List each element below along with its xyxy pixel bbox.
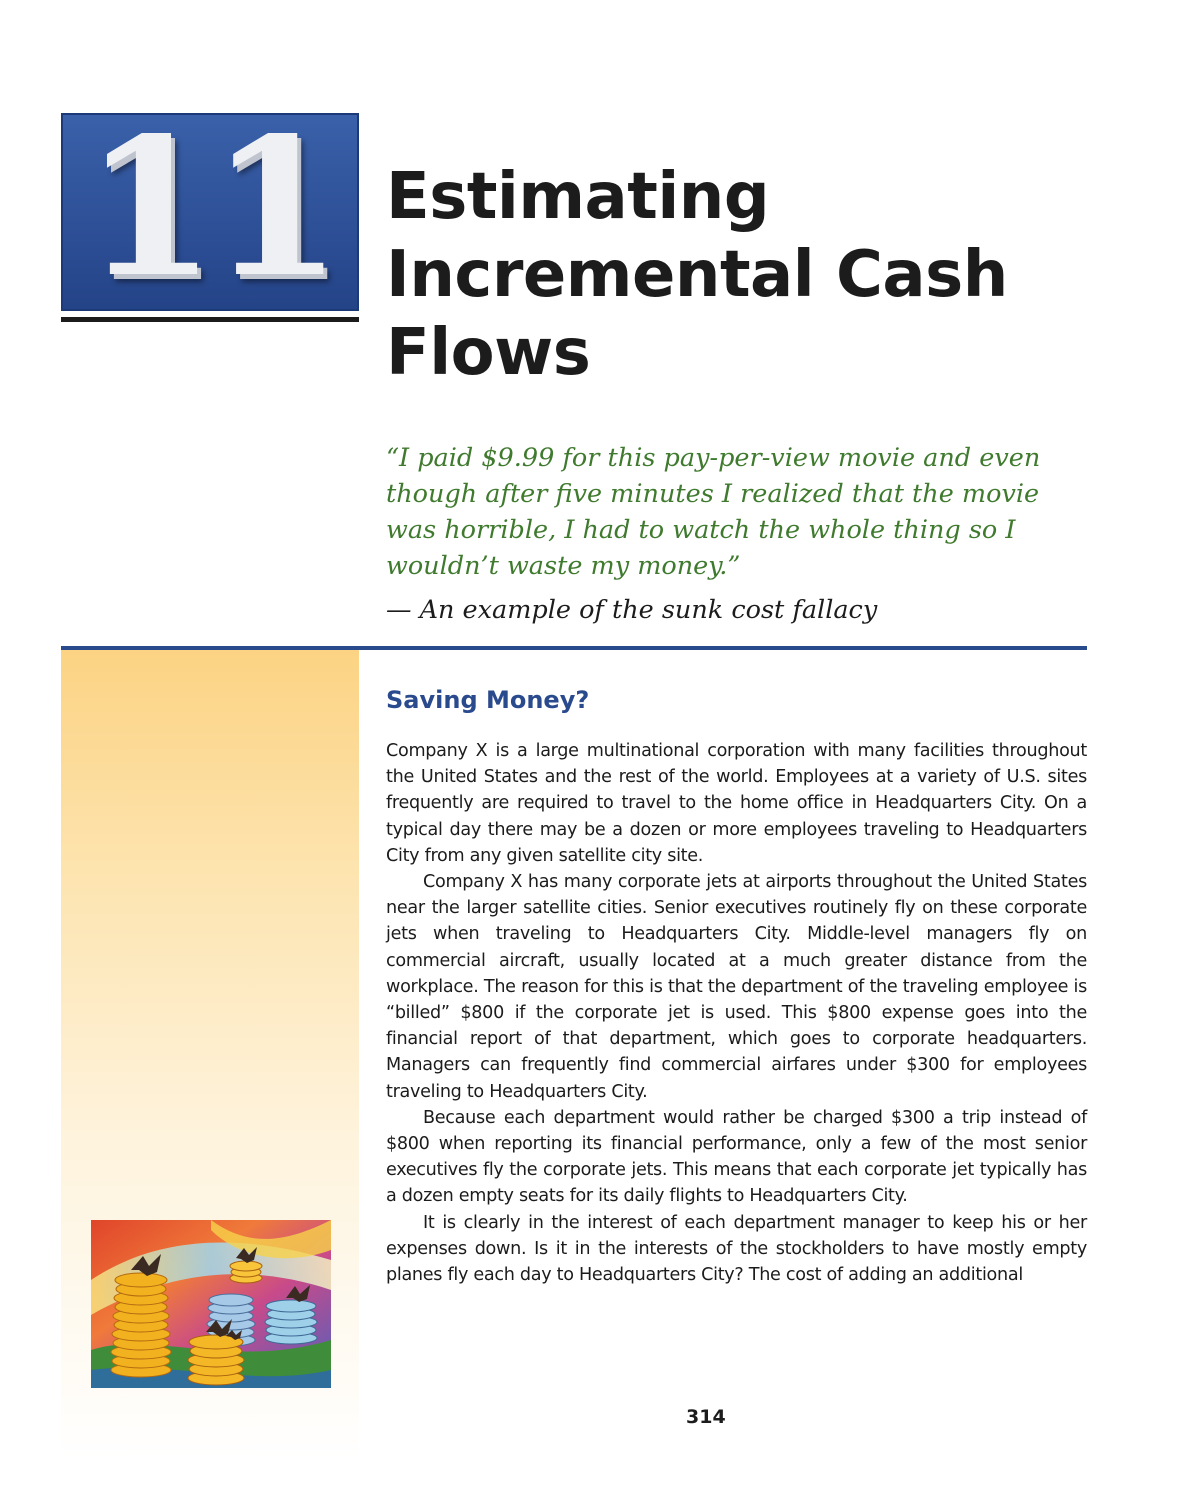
body-paragraph: Company X is a large multinational corporation with many facilities throughout the United States and the rest of the world. Employees at a variety of U.S. sites frequently are required to travel to the home office in Headquarters City. On a typical day there may be a dozen or more employees traveling to Headquarters City from any given satellite city site. bbox=[386, 741, 1087, 866]
epigraph-quote: “I paid $9.99 for this pay-per-view movie and even though after five minutes I realized that the movie was horrible, I had to watch the whole thing so I wouldn’t waste my money.” bbox=[386, 443, 1041, 581]
coin-stacks-illustration bbox=[91, 1220, 331, 1388]
body-text bbox=[386, 738, 1087, 1288]
body-paragraph: It is clearly in the interest of each department manager to keep his or her expenses down. Is it in the interests of the stockholders to have mostly empty planes fly each day to Headquarters City? The cost of adding an additional bbox=[386, 1212, 1087, 1286]
body-paragraph: Because each department would rather be charged $300 a trip instead of $800 when reporting its financial performance, only a few of the most senior executives fly the corporate jets. This means that each corporate jet typically has a dozen empty seats for its daily flights to Headquarters City. bbox=[386, 1107, 1087, 1207]
page-number: 314 bbox=[686, 1406, 726, 1428]
section-heading: Saving Money? bbox=[386, 686, 590, 714]
epigraph-attribution: — An example of the sunk cost fallacy bbox=[386, 595, 878, 625]
chapter-number-box bbox=[61, 113, 359, 311]
body-paragraph: Company X has many corporate jets at airports throughout the United States near the larger satellite cities. Senior executives routinely fly on these corporate jets when traveling to Headquarters City. Middle-level managers fly on commercial aircraft, usually located at a much greater distance from the workplace. The reason for this is that the department of the traveling employee is “billed” $800 if the corporate jet is used. This $800 expense goes into the financial report of that department, which goes to corporate headquarters. Managers can frequently find commercial airfares under $300 for employees traveling to Headquarters City. bbox=[386, 872, 1087, 1102]
chapter-title: Estimating Incremental Cash Flows bbox=[386, 160, 1008, 390]
chapter-number-underline bbox=[61, 317, 359, 322]
chapter-number: 11 bbox=[83, 113, 337, 311]
